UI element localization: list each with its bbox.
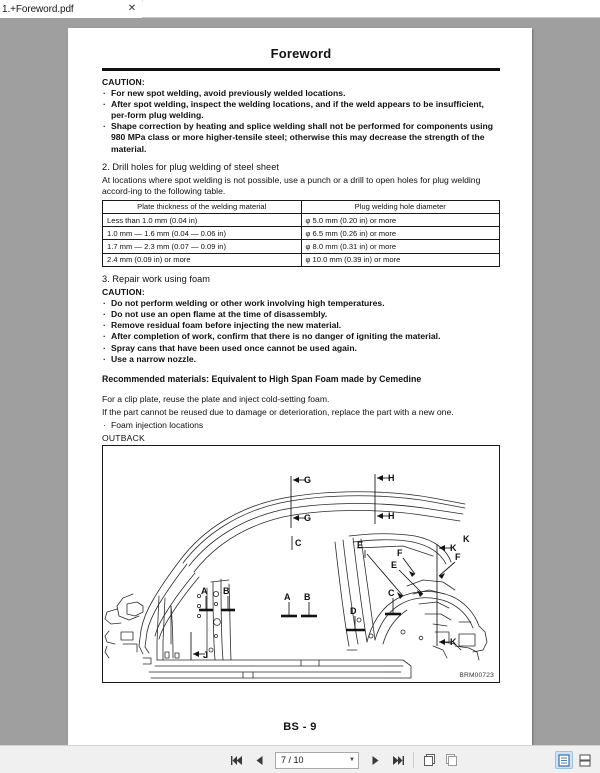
svg-text:B: B [304,591,311,602]
page-number-input[interactable] [275,752,359,769]
svg-text:K: K [463,533,470,544]
svg-text:F: F [455,551,461,562]
table-cell: φ 8.0 mm (0.31 in) or more [301,240,500,253]
body-diagram-figure [102,445,500,683]
title-rule [102,68,500,71]
svg-text:K: K [450,636,457,647]
svg-text:B: B [223,585,230,596]
list-item [102,99,500,121]
first-page-icon[interactable] [228,751,246,769]
page-number-value: 7 / 10 [281,754,304,765]
list-item [102,88,500,99]
table-row [103,227,500,240]
list-item-text: After completion of work, confirm that there is no danger of igniting the material. [111,331,441,342]
fit-width-icon[interactable] [443,751,461,769]
list-item-text: Spray cans that have been used once cannot be used again. [111,342,357,353]
caution-list-1 [102,88,500,155]
replacement-note: If the part cannot be reused due to damage or deterioration, replace the part with a new one. [102,406,454,417]
bullet-icon: · [103,331,106,342]
section-2-intro: At locations where spot welding is not possible, use a punch or a drill to open holes for plug welding accord-ing to the following table. [102,174,481,196]
bullet-icon: · [103,320,106,331]
single-page-view-icon[interactable] [555,751,573,769]
table-cell: Less than 1.0 mm (0.04 in) [103,214,302,227]
table-cell: 1.7 mm — 2.3 mm (0.07 — 0.09 in) [103,240,302,253]
model-label: OUTBACK [102,432,145,443]
table-cell: φ 10.0 mm (0.39 in) or more [301,253,500,266]
last-page-icon[interactable] [388,751,406,769]
svg-text:F: F [397,547,403,558]
chevron-down-icon[interactable]: ▼ [349,757,355,763]
svg-text:E: E [357,539,364,550]
next-page-icon[interactable] [366,751,384,769]
continuous-page-view-icon[interactable] [576,751,594,769]
page-content [102,46,500,683]
caution-heading-1: CAUTION: [102,76,145,87]
tab-foreword-pdf[interactable] [0,0,142,18]
list-item-text: Do not use an open flame at the time of disassembly. [111,308,328,319]
fit-page-icon[interactable] [421,751,439,769]
tab-bar [0,0,600,18]
pdf-page [68,28,532,755]
table-cell: 1.0 mm — 1.6 mm (0.04 — 0.06 in) [103,227,302,240]
page-title: Foreword [270,46,332,61]
svg-text:D: D [350,605,357,616]
caution-heading-2: CAUTION: [102,286,145,297]
list-item [102,121,500,155]
svg-text:H: H [388,510,395,521]
list-item-text: Shape correction by heating and splice welding shall not be performed for components using 980 MPa class or more higher-tensile steel; otherwise this may decrease the strength of the material. [111,121,493,154]
table-cell: 2.4 mm (0.09 in) or more [103,253,302,266]
figure-code: BRM00723 [459,671,494,679]
bullet-icon: · [103,353,106,364]
list-item-text: Do not perform welding or other work involving high temperatures. [111,297,385,308]
clip-plate-note: For a clip plate, reuse the plate and inject cold-setting foam. [102,393,330,404]
svg-text:G: G [304,512,312,523]
list-item-text: For new spot welding, avoid previously welded locations. [111,87,346,98]
plug-welding-table [102,200,500,267]
tab-divider [142,0,152,18]
bullet-icon: · [103,98,106,109]
table-cell: φ 6.5 mm (0.26 in) or more [301,227,500,240]
previous-page-icon[interactable] [250,751,268,769]
toolbar-separator [413,752,414,768]
tab-label: 1.+Foreword.pdf [2,3,74,15]
table-row [103,253,500,266]
table-row [103,240,500,253]
svg-text:C: C [295,537,302,548]
svg-text:K: K [450,542,457,553]
table-row [103,214,500,227]
caution-list-2 [102,298,500,365]
page-navigation-group [228,746,461,773]
section-3-heading: 3. Repair work using foam [102,273,210,284]
table-header-cell: Plate thickness of the welding material [103,200,302,213]
view-mode-group [555,746,594,773]
svg-text:J: J [203,649,209,660]
list-item-text: Use a narrow nozzle. [111,353,197,364]
svg-text:A: A [201,585,208,596]
table-header-cell: Plug welding hole diameter [301,200,500,213]
list-item-text: Remove residual foam before injecting the new material. [111,320,342,331]
list-item [102,298,500,309]
recommended-materials: Recommended materials: Equivalent to High Span Foam made by Cemedine [102,373,422,384]
list-item [102,354,500,365]
close-icon[interactable]: ✕ [127,3,137,14]
svg-text:E: E [391,559,398,570]
svg-text:C: C [388,587,395,598]
bullet-icon: · [103,342,106,353]
table-cell: φ 5.0 mm (0.20 in) or more [301,214,500,227]
list-item [102,309,500,320]
foam-injection-bullet [102,420,500,431]
foam-injection-label: Foam injection locations [111,419,204,430]
section-2-heading: 2. Drill holes for plug welding of steel sheet [102,161,279,172]
list-item [102,343,500,354]
bullet-icon: · [103,297,106,308]
bullet-icon: · [103,308,106,319]
document-viewport[interactable] [0,18,600,745]
bullet-icon: · [103,87,106,98]
list-item [102,331,500,342]
svg-text:A: A [284,591,291,602]
bullet-icon: · [103,121,106,132]
bullet-icon: · [103,419,106,430]
document-page-number: BS - 9 [283,721,317,733]
svg-text:H: H [388,472,395,483]
list-item-text: After spot welding, inspect the welding locations, and if the weld appears to be insufficient, per-form plug welding. [111,98,484,120]
list-item [102,320,500,331]
pdf-toolbar [0,745,600,773]
svg-text:G: G [304,474,312,485]
vehicle-body-side-view-drawing [103,446,499,682]
table-header-row [103,200,500,213]
